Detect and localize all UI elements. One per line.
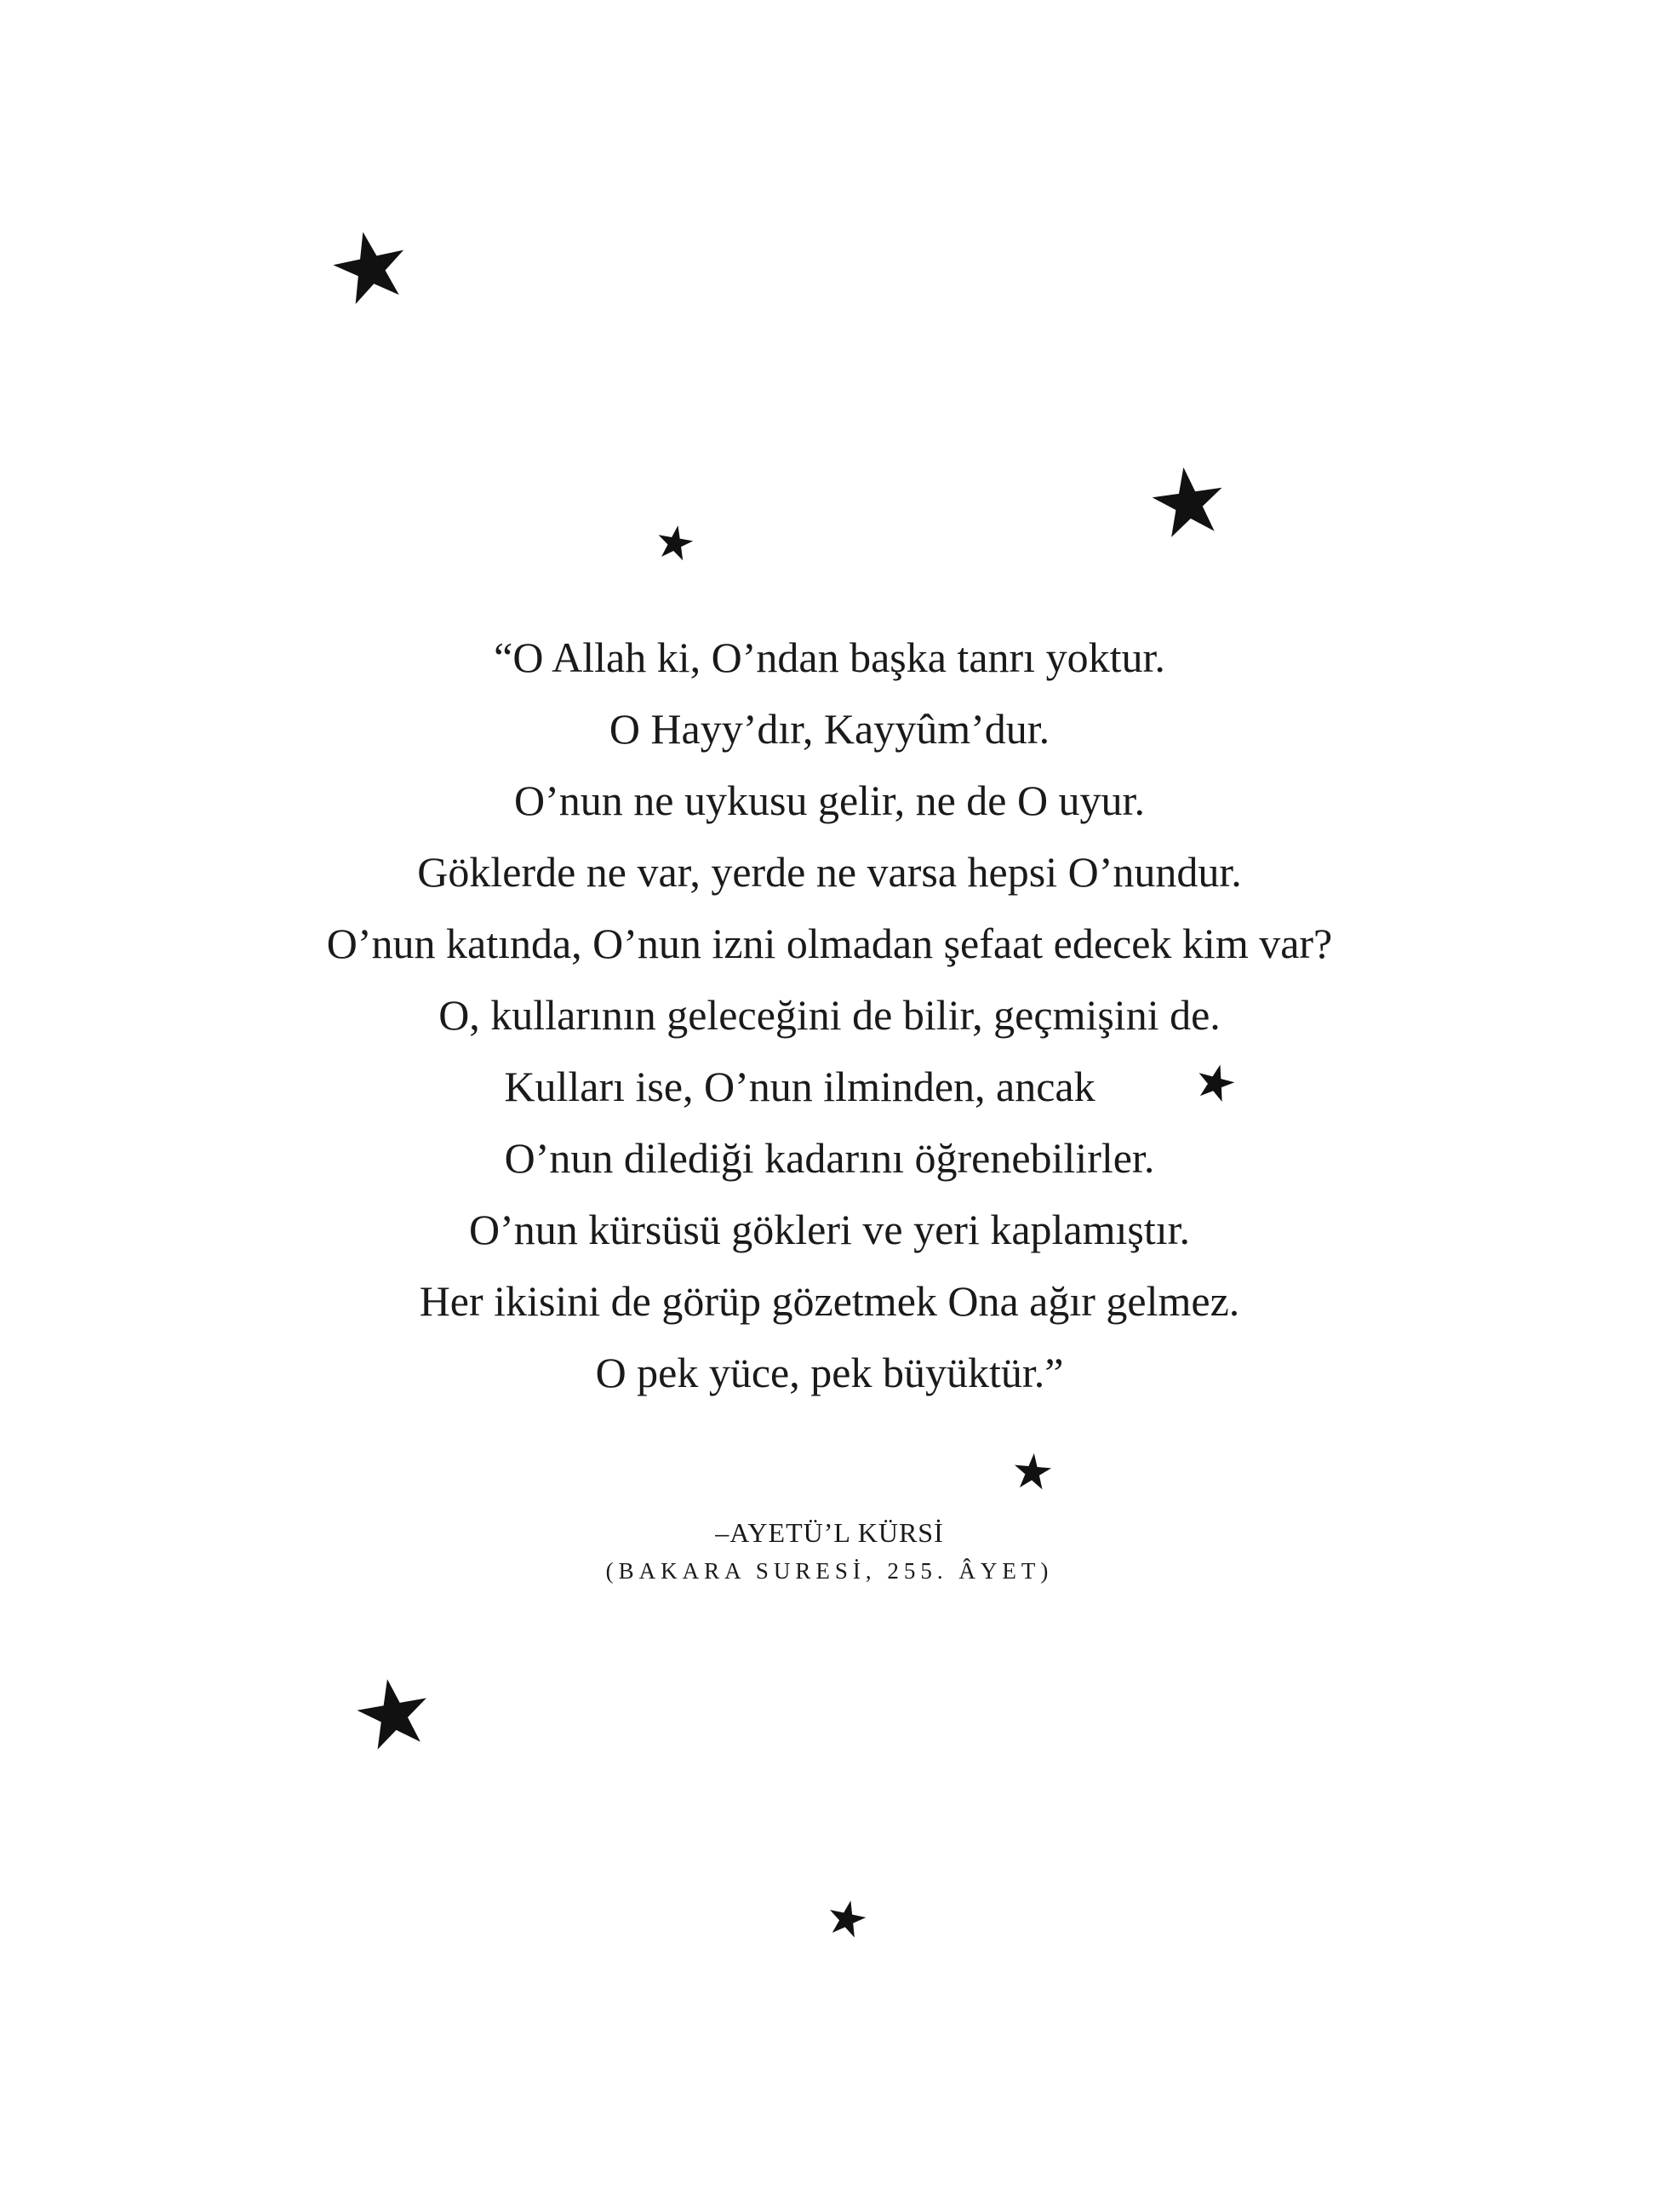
poem-text [0, 622, 1659, 1408]
poem-line: O’nun katında, O’nun izni olmadan şefaat edecek kim var? [326, 920, 1333, 967]
star-icon [332, 228, 409, 305]
attribution-title: –AYETÜ’L KÜRSİ [715, 1517, 944, 1548]
poem-line: Her ikisini de görüp gözetmek Ona ağır gelmez. [419, 1277, 1240, 1325]
poem-line: O’nun kürsüsü gökleri ve yeri kaplamıştır. [468, 1206, 1191, 1253]
star-icon [356, 1676, 431, 1751]
attribution-source: (BAKARA SURESİ, 255. ÂYET) [605, 1558, 1054, 1584]
star-icon [827, 1899, 867, 1938]
star-icon [1013, 1452, 1052, 1491]
star-icon [656, 524, 694, 561]
poem-line: “O Allah ki, O’ndan başka tanrı yoktur. [494, 633, 1165, 681]
star-icon [1151, 464, 1226, 539]
poem-line: Kulları ise, O’nun ilminden, ancak [504, 1063, 1096, 1110]
poem-line: Göklerde ne var, yerde ne varsa hepsi O’nundur. [417, 848, 1242, 896]
poem-line: O’nun dilediği kadarını öğrenebilirler. [504, 1134, 1155, 1182]
poem-line: O Hayy’dır, Kayyûm’dur. [609, 705, 1050, 753]
poem-line: O’nun ne uykusu gelir, ne de O uyur. [514, 776, 1145, 824]
poem-line: O pek yüce, pek büyüktür.” [595, 1349, 1064, 1396]
poem-line: O, kullarının geleceğini de bilir, geçmişini de. [438, 991, 1221, 1039]
